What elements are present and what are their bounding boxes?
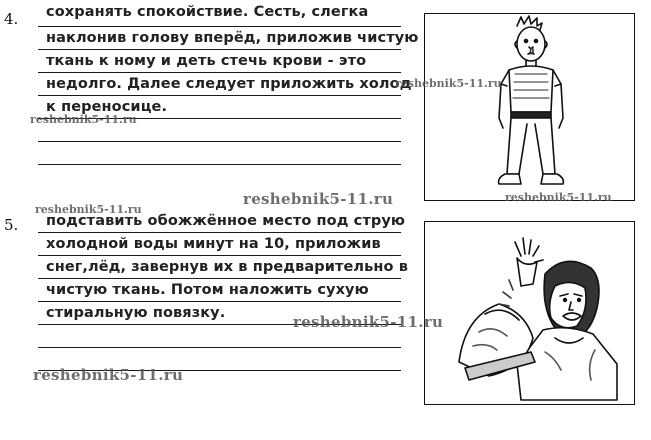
- woman-burned-by-iron-illustration: [425, 222, 633, 403]
- ruled-line: [38, 347, 401, 348]
- task-5-answer-line-3: снег,лёд, завернув их в предварительно в: [46, 259, 409, 275]
- task-5-number: 5.: [4, 216, 19, 234]
- task-5-answer-line-1: подставить обожжённое место под струю: [46, 213, 406, 229]
- task-5-answer-line-2: холодной воды минут на 10, приложив: [46, 236, 381, 252]
- ruled-line: [38, 232, 401, 233]
- watermark: reshebnik5-11.ru: [505, 191, 612, 204]
- task-4-answer-line-5: к переносице.: [46, 99, 168, 115]
- ruled-line: [38, 164, 401, 165]
- ruled-line: [38, 141, 401, 142]
- watermark: reshebnik5-11.ru: [243, 190, 394, 208]
- task-5-answer-line-5: стиральную повязку.: [46, 305, 226, 321]
- ruled-line: [38, 278, 401, 279]
- ruled-line: [38, 301, 401, 302]
- watermark: reshebnik5-11.ru: [33, 366, 184, 384]
- ruled-line: [38, 95, 401, 96]
- task-4-answer-line-3: ткань к ному и деть стечь крови - это: [46, 53, 367, 69]
- ruled-line: [38, 255, 401, 256]
- task-4-answer-line-4: недолго. Далее следует приложить холод: [46, 76, 412, 92]
- task-4-illustration-frame: [424, 13, 635, 201]
- task-4-number: 4.: [4, 10, 19, 28]
- ruled-line: [38, 26, 401, 27]
- watermark: reshebnik5-11.ru: [35, 203, 142, 216]
- task-5-answer-line-4: чистую ткань. Потом наложить сухую: [46, 282, 369, 298]
- ruled-line: [38, 72, 401, 73]
- task-4-answer-line-1: сохранять спокойствие. Сесть, слегка: [46, 4, 369, 20]
- boy-with-nosebleed-illustration: [425, 14, 633, 199]
- task-5-illustration-frame: [424, 221, 635, 405]
- task-4-answer-line-2: наклонив голову вперёд, приложив чистую: [46, 30, 419, 46]
- ruled-line: [38, 49, 401, 50]
- watermark: reshebnik5-11.ru: [293, 313, 444, 331]
- watermark: reshebnik5-11.ru: [30, 113, 137, 126]
- watermark: reshebnik5-11.ru: [395, 77, 502, 90]
